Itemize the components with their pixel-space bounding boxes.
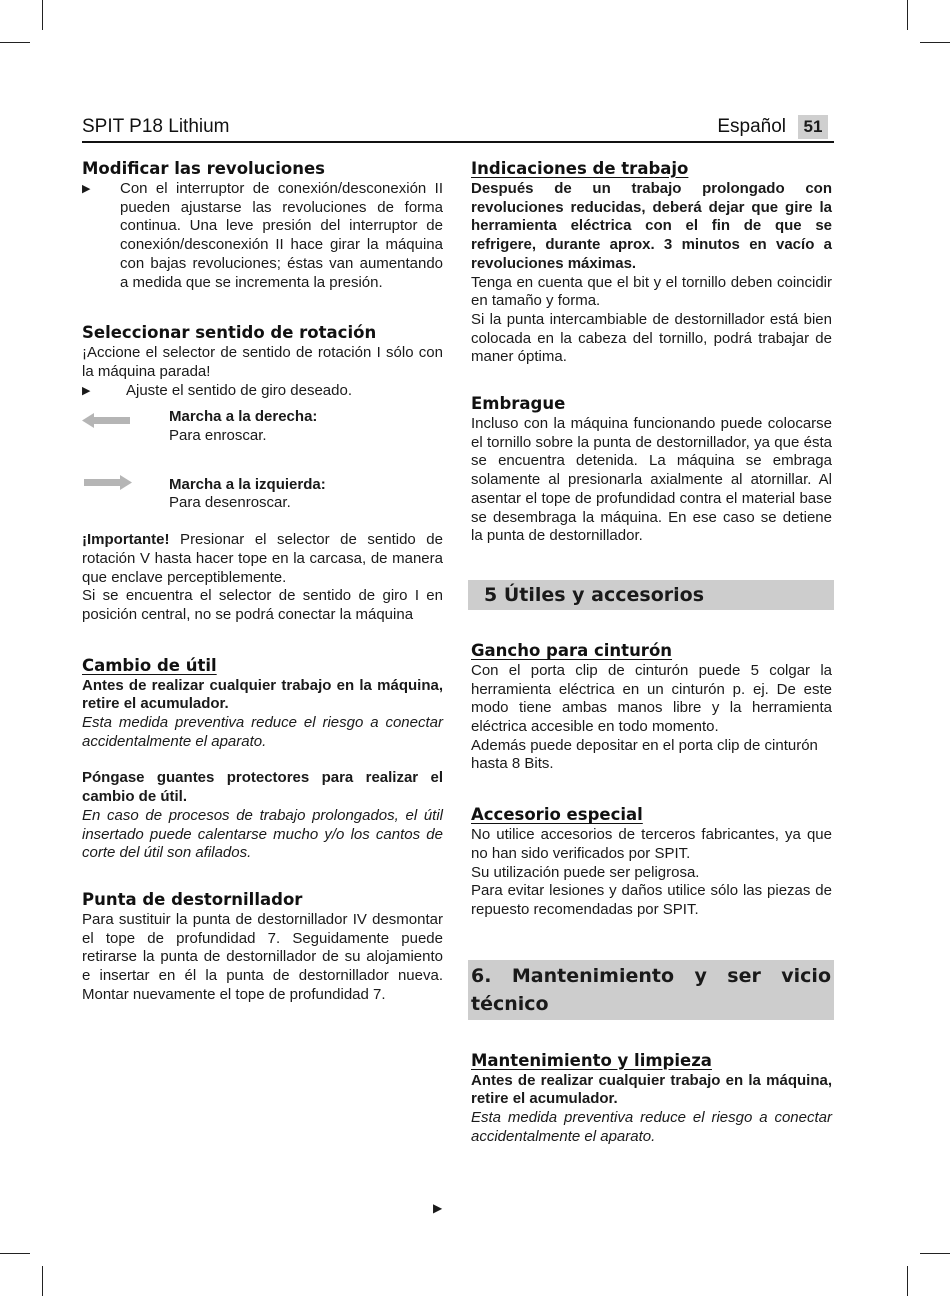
next-page-arrow-icon: ▶ [433, 1201, 443, 1215]
chapter-banner: 6. Mantenimiento y ser vicio técnico [468, 960, 834, 1020]
rotation-label: Marcha a la derecha: [169, 408, 318, 426]
bullet-item: ▶ Con el interruptor de conexión/desconexión II pueden ajustarse las revoluciones de forma continua. Una leve presión del interruptor de conexión/desconexión II hace girar la máquina con bajas revoluciones; éstas van aumentando a medida que se incrementa la presión. [82, 180, 443, 291]
paragraph: Si la punta intercambiable de destornillador está bien colocada en la cabeza del tornillo, podrá trabajar de maner óptima. [471, 310, 832, 366]
language-label: Español [717, 116, 786, 137]
paragraph: Además puede depositar en el porta clip de cinturón hasta 8 Bits. [471, 736, 818, 773]
arrow-left-icon [82, 408, 169, 438]
paragraph: No utilice accesorios de terceros fabricantes, ya que no han sido verificados por SPIT. [471, 826, 832, 862]
warning-text: Antes de realizar cualquier trabajo en la máquina, retire el acumulador. [471, 1071, 832, 1108]
paragraph: Para evitar lesiones y daños utilice sólo las piezas de repuesto recomendadas por SPIT. [471, 882, 832, 918]
rotation-left-row [82, 476, 443, 513]
arrow-right-icon [82, 476, 169, 506]
page-number: 51 [798, 115, 828, 139]
section-heading: Punta de destornillador [82, 889, 303, 909]
crop-mark [42, 1266, 43, 1296]
section-heading: Cambio de útil [82, 655, 217, 675]
paragraph: Tenga en cuenta que el bit y el tornillo deben coincidir en tamaño y forma. [471, 273, 832, 310]
paragraph: Si se encuentra el selector de sentido de giro I en posición central, no se podrá conectar la máquina [82, 587, 443, 623]
right-column [471, 158, 832, 1147]
warning-text: Antes de realizar cualquier trabajo en la máquina, retire el acumulador. [82, 676, 443, 713]
rotation-text: Para desenroscar. [169, 494, 291, 512]
crop-mark [42, 0, 43, 30]
rotation-text: Para enroscar. [169, 427, 267, 445]
paragraph: Con el porta clip de cinturón puede 5 colgar la herramienta eléctrica en un cinturón p. ej. De este modo tiene ambas manos libre y la herramienta eléctrica accesible en todo momento. [471, 661, 832, 736]
note-text: Esta medida preventiva reduce el riesgo a conectar accidentalmente el aparato. [471, 1109, 832, 1145]
paragraph: Incluso con la máquina funcionando puede colocarse el tornillo sobre la punta de destornillador, ya que ésta se encuentra detenida. La máquina se embraga solamente al presionarla axialmente al atornillar. Al asentar el tope de profundidad contra el material base se desembraga la máquina. En ese caso se detiene la punta de destornillador. [471, 415, 832, 545]
important-paragraph: ¡Importante! Presionar el selector de sentido de rotación V hasta hacer tope en la carcasa, de manera que enclave perceptiblemente. [82, 531, 443, 586]
note-text: Esta medida preventiva reduce el riesgo a conectar accidentalmente el aparato. [82, 714, 443, 750]
section-heading: Mantenimiento y limpieza [471, 1050, 712, 1070]
paragraph: Su utilización puede ser peligrosa. [471, 863, 700, 881]
section-heading: Accesorio especial [471, 805, 643, 825]
crop-mark [0, 42, 30, 43]
paragraph: Para sustituir la punta de destornillador IV desmontar el tope de profundidad 7. Seguidamente puede retirarse la punta de destornillador de su alojamiento e insertar en él la punta de destornillador nueva. Montar nuevamente el tope de profundidad 7. [82, 910, 443, 1003]
section-heading: Modificar las revoluciones [82, 159, 325, 178]
crop-mark [920, 42, 950, 43]
bullet-arrow-icon: ▶ [82, 183, 91, 195]
chapter-banner: 5 Útiles y accesorios [468, 580, 834, 610]
bullet-arrow-icon: ▶ [82, 384, 91, 397]
paragraph: ¡Accione el selector de sentido de rotación I sólo con la máquina parada! [82, 344, 443, 380]
warning-text: Después de un trabajo prolongado con revoluciones reducidas, deberá dejar que gire la herramienta eléctrica con el fin de que se refrigere, durante aprox. 3 minutos en vacío a revoluciones máximas. [471, 180, 832, 272]
rotation-label: Marcha a la izquierda: [169, 475, 326, 493]
section-heading: Indicaciones de trabajo [471, 159, 689, 178]
page-header [82, 113, 834, 143]
crop-mark [907, 0, 908, 30]
crop-mark [920, 1253, 950, 1254]
section-heading: Seleccionar sentido de rotación [82, 323, 377, 343]
rotation-right-row [82, 408, 443, 445]
crop-mark [0, 1253, 30, 1254]
note-text: En caso de procesos de trabajo prolongados, el útil insertado puede calentarse mucho y/o los cantos de corte del útil son afilados. [82, 806, 443, 862]
bullet-item: ▶ Ajuste el sentido de giro deseado. [82, 381, 352, 399]
section-heading: Gancho para cinturón [471, 640, 673, 660]
section-heading: Embrague [471, 394, 566, 414]
manual-title: SPIT P18 Lithium [82, 116, 230, 137]
left-column [82, 158, 443, 1005]
crop-mark [907, 1266, 908, 1296]
warning-text: Póngase guantes protectores para realizar el cambio de útil. [82, 769, 443, 806]
